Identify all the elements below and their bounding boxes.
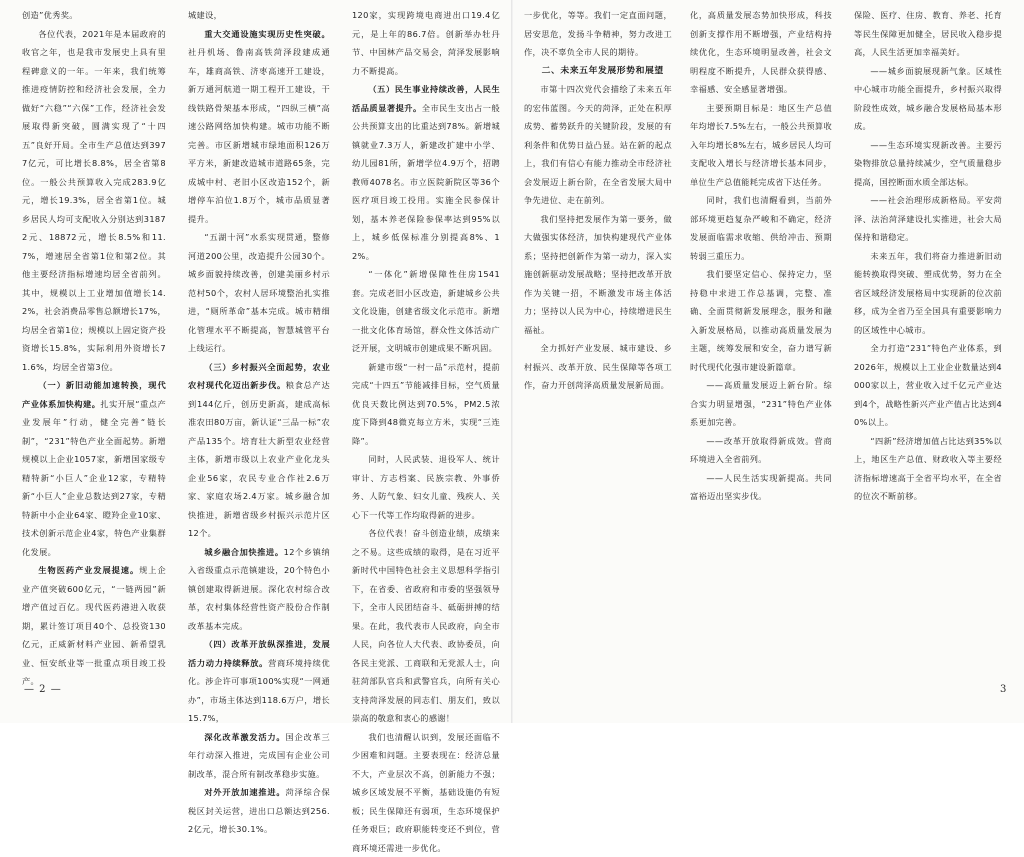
paragraph-lead: （三）乡村振兴全面起势，农业农村现代化迈出新步伐。	[188, 362, 330, 391]
paragraph-text: 城建设，	[188, 10, 222, 20]
paragraph-text: 未来五年，我们将奋力推进新旧动能转换取得突破、塑成优势，努力在全省区域经济发展格局中实现新的位次前移，成为全省乃至全国具有重要影响力的区域性中心城市。	[854, 251, 1002, 335]
paragraph	[690, 191, 832, 265]
paragraph-lead: 深化改革激发活力。	[204, 732, 285, 742]
paragraph	[188, 728, 330, 784]
paragraph	[188, 6, 330, 25]
paragraph	[352, 80, 500, 265]
paragraph-text: 全力抓好产业发展、城市建设、乡村振兴、改革开放、民生保障等各项工作，奋力开创菏泽高质量发展新局面。	[524, 343, 672, 390]
paragraph-text: 国企改革三年行动深入推进，完成国有企业公司制改革，混合所有制改革稳步实施。	[188, 732, 330, 779]
left-page-column-2	[188, 6, 330, 678]
paragraph-text: 我们也清醒认识到，发展还面临不少困难和问题。主要表现在：经济总量不大，产业层次不高，创新能力不强；城乡区域发展不平衡，基础设施仍有短板；民生保障还有弱项，生态环境保护任务艰巨；政府职能转变还不到位，营商环境还需进一步优化。	[352, 732, 500, 853]
paragraph	[188, 25, 330, 229]
paragraph	[188, 543, 330, 636]
paragraph	[690, 376, 832, 432]
page-gutter	[511, 0, 513, 723]
paragraph-text: “四新”经济增加值占比达到35%以上，地区生产总值、财政收入等主要经济指标增速高于全省平均水平，在全省的位次不断前移。	[854, 436, 1002, 502]
paragraph	[188, 358, 330, 543]
paragraph-text: 化，高质量发展态势加快形成，科技创新支撑作用不断增强，产业结构持续优化，生态环境明显改善，社会文明程度不断提升，人民群众获得感、幸福感、安全感显著增强。	[690, 10, 832, 94]
paragraph-text: ——人民生活实现新提高。共同富裕迈出坚实步伐。	[690, 473, 832, 502]
paragraph-text: 市第十四次党代会描绘了未来五年的宏伟蓝图。今天的菏泽，正处在积厚成势、蓄势跃升的关键阶段，发展的有利条件和优势日益凸显。站在新的起点上，我们有信心有能力推动全市经济社会发展迈上新台阶，在全省发展大局中争先进位、走在前列。	[524, 84, 672, 205]
paragraph-text: “五湖十河”水系实现贯通，整修河道200公里，改造提升公园30个。城乡面貌持续改善，创建美丽乡村示范村50个，农村人居环境整治扎实推进，“厕所革命”基本完成。城市精细化管理水平不断提高，智慧城管平台上线运行。	[188, 232, 330, 353]
page-number-right: 3	[1000, 684, 1007, 695]
right-page	[524, 6, 1002, 678]
right-page-column-2	[690, 6, 832, 678]
paragraph-text: ——改革开放取得新成效。营商环境进入全省前列。	[690, 436, 832, 465]
paragraph	[352, 6, 500, 80]
paragraph	[524, 80, 672, 210]
paragraph-text: 菏泽综合保税区封关运营，进出口总额达到256.2亿元，增长30.1%。	[188, 787, 330, 834]
paragraph-text: 我们要坚定信心、保持定力，坚持稳中求进工作总基调，完整、准确、全面贯彻新发展理念，服务和融入新发展格局，以推动高质量发展为主题，统筹发展和安全，奋力谱写新时代现代化强市建设新篇章。	[690, 269, 832, 372]
paragraph-text: ——高质量发展迈上新台阶。综合实力明显增强，“231”特色产业体系更加完善。	[690, 380, 832, 427]
paragraph-text: 粮食总产达到144亿斤，创历史新高，建成高标准农田80万亩，新认证“三品一标”农产品135个。培育壮大新型农业经营主体，新增市级以上农业产业化龙头企业56家，农民专业合作社2.6万家、家庭农场2.4万家。城乡融合加快推进，新增省级乡村振兴示范片区12个。	[188, 380, 330, 538]
paragraph-text: 各位代表！奋斗创造业绩，成绩来之不易。这些成绩的取得，是在习近平新时代中国特色社会主义思想科学指引下，在省委、省政府和市委的坚强领导下，全市人民团结奋斗、砥砺拼搏的结果。在此，我代表市人民政府，向全市人民，向各位人大代表、政协委员，向各民主党派、工商联和无党派人士，向驻菏部队官兵和武警官兵，向所有关心支持菏泽发展的同志们、朋友们，致以崇高的敬意和衷心的感谢！	[352, 528, 500, 723]
page-number-left: — 2 —	[24, 684, 62, 695]
paragraph-text: 扎实开展“重点产业发展年”行动，健全完善“链长制”，“231”特色产业全面起势。新增规模以上企业1057家，新增国家级专精特新“小巨人”企业12家，专精特新“小巨人”企业总数达到27家，专精特新中小企业64家、瞪羚企业10家、技术创新示范企业4家，特色产业集群化发展。	[22, 399, 166, 557]
paragraph-text: 新建市级“一村一品”示范村，提前完成“十四五”节能减排目标，空气质量优良天数比例达到70.5%，PM2.5浓度下降到48微克每立方米，实现“三连降”。	[352, 362, 500, 446]
paragraph	[854, 62, 1002, 136]
paragraph-lead: （一）新旧动能加速转换，现代产业体系加快构建。	[22, 380, 166, 409]
paragraph-text: 全力打造“231”特色产业体系，到2026年，规模以上工业企业数量达到4000家以上，营业收入过千亿元产业达到4个，战略性新兴产业产值占比达到40%以上。	[854, 343, 1002, 427]
left-page-column-3	[352, 6, 500, 678]
paragraph	[22, 25, 166, 377]
left-page	[22, 6, 502, 678]
paragraph-text: ——城乡面貌展现新气象。区域性中心城市功能全面提升，乡村振兴取得阶段性成效，城乡融合发展格局基本形成。	[854, 66, 1002, 132]
paragraph	[690, 99, 832, 192]
paragraph-text: ——社会治理形成新格局。平安菏泽、法治菏泽建设扎实推进，社会大局保持和谐稳定。	[854, 195, 1002, 242]
paragraph	[352, 728, 500, 857]
paragraph	[188, 635, 330, 728]
paragraph-lead: 城乡融合加快推进。	[204, 547, 283, 557]
paragraph	[854, 191, 1002, 247]
paragraph-text: 我们坚持把发展作为第一要务，做大做强实体经济，加快构建现代产业体系；坚持把创新作为第一动力，深入实施创新驱动发展战略；坚持把改革开放作为关键一招，不断激发市场主体活力；坚持以人民为中心，持续增进民生福祉。	[524, 214, 672, 335]
paragraph	[854, 339, 1002, 432]
right-page-column-3	[854, 6, 1002, 678]
paragraph-text: 一步优化，等等。我们一定直面问题，居安思危，发扬斗争精神，努力改进工作，决不辜负全市人民的期待。	[524, 10, 672, 57]
section-heading: 二、未来五年发展形势和展望	[524, 62, 672, 81]
paragraph	[352, 358, 500, 451]
paragraph-lead: （五）民生事业持续改善，人民生活品质显著提升。	[352, 84, 500, 113]
paragraph-lead: 生物医药产业发展提速。	[38, 565, 139, 575]
paragraph	[22, 376, 166, 561]
paragraph	[22, 6, 166, 25]
paragraph-text: 创造”优秀奖。	[22, 10, 78, 20]
paragraph-text: 营商环境持续优化。涉企许可事项100%实现“一网通办”，市场主体达到118.6万户，增长15.7%，	[188, 658, 330, 724]
paragraph-text: “一体化”新增保障性住房1541套。完成老旧小区改造，新建城乡公共文化设施，创建省级文化示范市。新增一批文化体育场馆，群众性文体活动广泛开展，文明城市创建成果不断巩固。	[352, 269, 500, 353]
paragraph	[854, 6, 1002, 62]
paragraph	[352, 450, 500, 524]
paragraph-lead: 重大交通设施实现历史性突破。	[204, 29, 330, 39]
paragraph	[690, 265, 832, 376]
paragraph-text: 全市民生支出占一般公共预算支出的比重达到78%。新增城镇就业7.3万人，新建改扩建中小学、幼儿园81所，新增学位4.9万个，招聘教师4078名。市立医院新院区等36个医疗项目竣工投用。实施全民参保计划，基本养老保险参保率达到95%以上，城乡低保标准分别提高8%、12%。	[352, 103, 500, 261]
paragraph-text: 120家，实现跨境电商进出口19.4亿元，是上年的86.7倍。创新举办牡丹节、中国林产品交易会，菏泽发展影响力不断提高。	[352, 10, 500, 76]
paragraph	[22, 561, 166, 691]
paragraph-text: 主要预期目标是：地区生产总值年均增长7.5%左右，一般公共预算收入年均增长8%左右，城乡居民人均可支配收入增长与经济增长基本同步，单位生产总值能耗完成省下达任务。	[690, 103, 832, 187]
paragraph-text: 社丹机场、鲁南高铁菏泽段建成通车，雄商高铁、济枣高速开工建设，新万通河航道一期工程开工建设，干线铁路骨架基本形成，“四纵三横”高速公路网络加快构建。城市功能不断完善。市区新增城市绿地面积126万平方米，新建改造城市道路65条，完成城中村、老旧小区改造152个，新增停车泊位1.8万个，城市品质显著提升。	[188, 47, 330, 224]
paragraph	[188, 783, 330, 839]
paragraph-text: 各位代表，2021年是本届政府的收官之年，也是我市发展史上具有里程碑意义的一年。一年来，我们统筹推进疫情防控和经济社会发展，全力做好“六稳”“六保”工作，经济社会发展取得新突破，圆满实现了“十四五”良好开局。全市生产总值达到3977亿元，可比增长8.8%，居全省第8位。一般公共预算收入完成283.9亿元，增长19.3%，居全省第1位。城乡居民人均可支配收入分别达到31872元、18872元，增长8.5%和11.7%，增速居全省第1位和第2位。其他主要经济指标增速均居全省前列。其中，规模以上工业增加值增长14.2%，社会消费品零售总额增长17%，均居全省第1位；规模以上固定资产投资增长15.8%，实际利用外资增长71.6%，均居全省第3位。	[22, 29, 166, 372]
paragraph	[352, 524, 500, 728]
paragraph	[524, 339, 672, 395]
paragraph-text: 12个乡镇纳入省级重点示范镇建设，20个特色小镇创建取得新进展。深化农村综合改革，农村集体经营性资产股份合作制改革基本完成。	[188, 547, 330, 631]
paragraph-text: 同时，我们也清醒看到，当前外部环境更趋复杂严峻和不确定，经济发展面临需求收缩、供给冲击、预期转弱三重压力。	[690, 195, 832, 261]
paragraph	[690, 432, 832, 469]
paragraph	[352, 265, 500, 358]
paragraph-text: ——生态环境实现新改善。主要污染物排放总量持续减少，空气质量稳步提高，国控断面水质全部达标。	[854, 140, 1002, 187]
paragraph	[854, 432, 1002, 506]
paragraph-text: 规上企业产值突破600亿元，“一链两园”新增产值过百亿。现代医药港进入收获期，累计签订项目40个、总投资130亿元，正威新材料产业园、新希望乳业、恒安纸业等一批重点项目竣工投产。	[22, 565, 166, 686]
paragraph-text: 保险、医疗、住房、教育、养老、托育等民生保障更加健全，居民收入稳步提高，人民生活更加幸福美好。	[854, 10, 1002, 57]
left-page-column-1	[22, 6, 166, 678]
paragraph	[188, 228, 330, 358]
paragraph	[524, 6, 672, 62]
paragraph	[690, 469, 832, 506]
right-page-column-1	[524, 6, 672, 678]
paragraph-text: 同时，人民武装、退役军人、统计审计、方志档案、民族宗教、外事侨务、人防气象、妇女儿童、残疾人、关心下一代等工作均取得新的进步。	[352, 454, 500, 520]
paragraph	[524, 210, 672, 340]
paragraph	[690, 6, 832, 99]
paragraph-lead: （四）改革开放纵深推进，发展活力动力持续释放。	[188, 639, 330, 668]
paragraph	[854, 247, 1002, 340]
paragraph	[854, 136, 1002, 192]
paragraph-lead: 对外开放加速推进。	[204, 787, 285, 797]
